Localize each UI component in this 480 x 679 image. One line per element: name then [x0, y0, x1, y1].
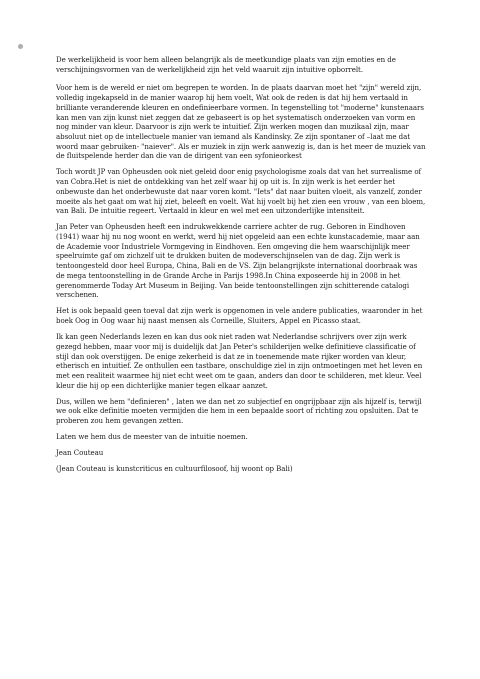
paragraph-6: Ik kan geen Nederlands lezen en kan dus ook niet raden wat Nederlandse schrijvers over zijn werk gezegd hebben, maar voor mij is duidelijk dat Jan Peter's schilderijen welke definitieve classificatie of stijl dan ook overstijgen. De enige zekerheid is dat ze in toenemende mate rijker worden van kleur, etherisch en intuitief. Ze onthullen een tastbare, onschuldige ziel in zijn ontmoetingen met het leven en met een realiteit waarmee hij niet echt weet om te gaan, anders dan door te schilderen, met kleur. Veel kleur die hij op een dichterlijke manier tegen elkaar aanzet. [56, 332, 423, 390]
author-note: (Jean Couteau is kunstcriticus en cultuurfilosoof, hij woont op Bali) [56, 464, 293, 474]
author-name: Jean Couteau [56, 448, 104, 458]
paragraph-7: Dus, willen we hem "definieren" , laten we dan net zo subjectief en ongrijpbaar zijn als hijzelf is, terwijl we ook elke definitie moeten vermijden die hem in een bepaalde soort of richting zou opsluiten. Dat te proberen zou hem gevangen zetten. [56, 396, 422, 426]
paragraph-5: Het is ook bepaald geen toeval dat zijn werk is opgenomen in vele andere publicaties, waaronder in het boek Oog in Oog waar hij naast mensen als Corneille, Sluiters, Appel en Picasso staat. [56, 306, 423, 326]
closing-line: Laten we hem dus de meester van de intuitie noemen. [56, 432, 248, 442]
scan-dot [18, 44, 23, 49]
paragraph-1: De werkelijkheid is voor hem alleen belangrijk als de meetkundige plaats van zijn emoties en de verschijningsvormen van de werkelijkheid zijn het veld waaruit zijn intuitive opborrelt. [56, 55, 396, 74]
document-body [56, 55, 428, 481]
paragraph-2: Voor hem is de wereld er niet om begrepen te worden. In de plaats daarvan moet het "zijn" wereld zijn, volledig ingekapseld in de manier waarop hij hem voelt, Wat ook de reden is dat hij hem vertaald in brilliante veranderende kleuren en ondefinieerbare vormen. In tegenstelling tot "moderne" kunstenaars kan men van zijn kunst niet zeggen dat ze gebaseert is op het systematisch onderzoeken van vorm en nog minder van kleur. Daarvoor is zijn werk te intuitief. Zijn werken mogen dan muzikaal zijn, maar absoluut niet op de intellectuele manier van iemand als Kandinsky. Ze zijn spontaner of –laat me dat woord maar gebruiken- "naiever". Als er muziek in zijn werk aanwezig is, dan is het meer de muziek van de fluitspelende herder dan die van de dirigent van een syfonieorkest [56, 83, 426, 161]
paragraph-3: Toch wordt JP van Opheusden ook niet geleid door enig psychologisme zoals dat van het surrealisme of van Cobra.Het is niet de ontdekking van het zelf waar hij op uit is. In zijn werk is het eerder het onbewuste dan het onderbewuste dat naar voren komt. "Iets" dat naar buiten vloeit, als vanzelf, zonder moeite als het gaat om wat hij ziet, beleeft en voelt. Wat hij voelt bij het zien een vrouw , van een bloem, van Bali. De intuitie regeert. Vertaald in kleur en wel met een uitzonderlijke intensiteit. [56, 167, 426, 216]
paragraph-4: Jan Peter van Opheusden heeft een indrukwekkende carriere achter de rug. Geboren in Eindhoven (1941) waar hij nu nog woont en werkt, werd hij niet opgeleid aan een echte kunstacademie, maar aan de Academie voor Industriele Vormgeving in Eindhoven. Een omgeving die hem waarschijnlijk meer speelruimte gaf om zichzelf uit te drukken buiten de modeverschijnselen van de dag. Zijn werk is tentoongesteld door heel Europa, China, Bali en de VS. Zijn belangrijkste international doorbraak was de mega tentoonstelling in de Grande Arche in Parijs 1998.In China exposeerde hij in 2008 in het gerenommerde Today Art Museum in Beijing. Van beide tentoonstellingen zijn schitterende catalogi verschenen. [56, 222, 420, 300]
